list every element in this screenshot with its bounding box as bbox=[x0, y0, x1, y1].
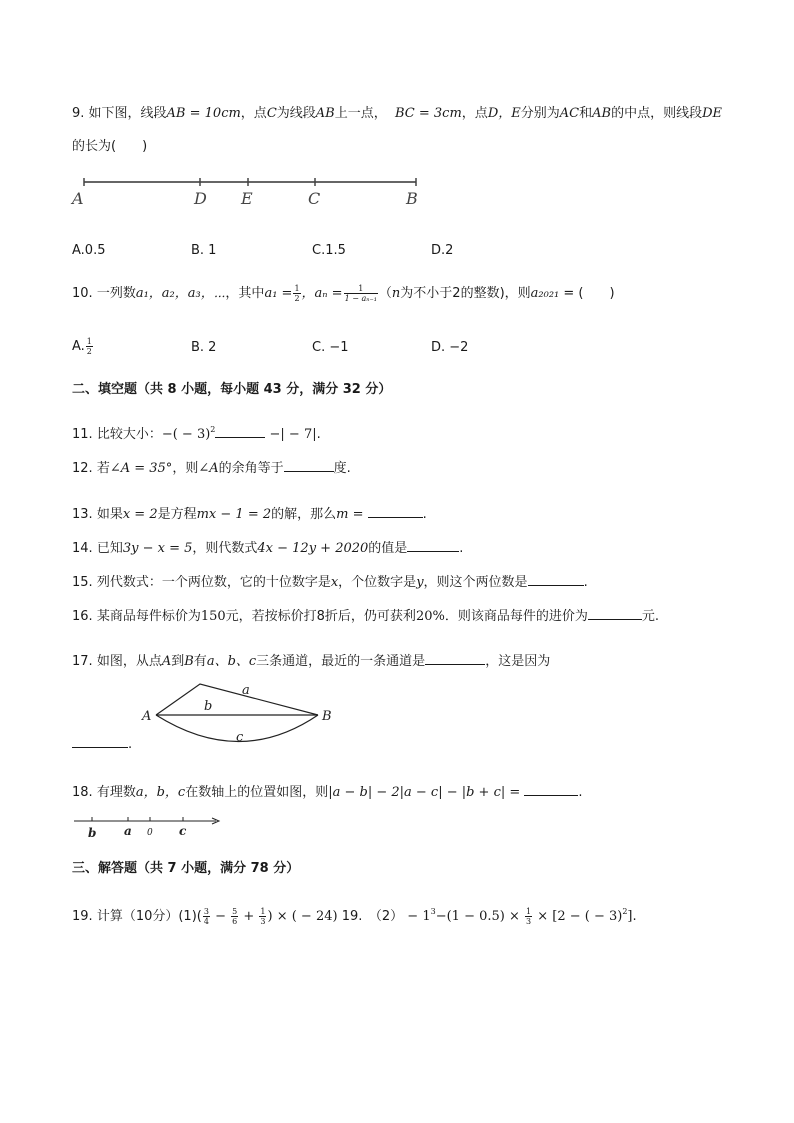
q17-label-a-point: A bbox=[142, 709, 152, 724]
q11: 11. 比较大小：−( − 3)$^2$ −| − 7|. bbox=[72, 425, 321, 442]
q13-answer-blank[interactable] bbox=[368, 505, 423, 518]
q10-frac-an: $\frac{1}{\text{1 − aₙ₋₁}}$ bbox=[344, 284, 377, 303]
q13: 13. 如果x = 2是方程mx − 1 = 2的解，那么m = . bbox=[72, 507, 427, 522]
q9-option-a: A.0.5 bbox=[72, 243, 106, 258]
q10-option-a: A. $\frac{1}{2}$ bbox=[72, 337, 92, 356]
q9-option-b: B. 1 bbox=[191, 243, 217, 258]
q16-answer-blank[interactable] bbox=[588, 607, 642, 620]
q18: 18. 有理数a，b，c在数轴上的位置如图，则|a − b| − 2|a − c| − |b + c| = . bbox=[72, 785, 583, 800]
section-fill-in-heading: 二、填空题（共 8 小题，每小题 43 分，满分 32 分） bbox=[72, 382, 392, 397]
q12: 12. 若∠A = 35°，则∠A的余角等于 度. bbox=[72, 461, 351, 476]
q9-figure bbox=[70, 172, 430, 208]
q17-label-path-b: b bbox=[204, 699, 213, 714]
q15-answer-blank[interactable] bbox=[528, 573, 584, 586]
q17-label-path-c: c bbox=[236, 730, 244, 745]
q9-label-a: A bbox=[72, 189, 84, 208]
q18-answer-blank[interactable] bbox=[524, 783, 578, 796]
q18-label-a: a bbox=[124, 824, 132, 838]
q17-path-a bbox=[156, 684, 318, 715]
q10-line: 10. 一列数a₁，a₂，a₃，⋯，其中a₁ = $\frac{1}{2}$ ，aₙ = $\frac{1}{\text{1 − aₙ₋₁}}$ （n为不小于2的整数)，则a₂₀₂₁ = ( ) bbox=[72, 284, 615, 303]
q18-label-c: c bbox=[179, 824, 187, 838]
q9-label-c: C bbox=[308, 189, 321, 208]
q14: 14. 已知3y − x = 5，则代数式4x − 12y + 2020的值是 . bbox=[72, 541, 464, 556]
q9-option-d: D.2 bbox=[431, 243, 454, 258]
q18-number-line bbox=[72, 812, 224, 840]
q10-option-b: B. 2 bbox=[191, 340, 217, 355]
q17-answer-blank-2[interactable] bbox=[72, 735, 128, 748]
q9-label-d: D bbox=[194, 189, 207, 208]
q10-option-c: C. −1 bbox=[312, 340, 349, 355]
q14-answer-blank[interactable] bbox=[407, 539, 459, 552]
q15: 15. 列代数式：一个两位数，它的十位数字是x，个位数字是y，则这个两位数是 . bbox=[72, 575, 588, 590]
q17: 17. 如图，从点A到B有a、b、c三条通道，最近的一条通道是 ，这是因为 bbox=[72, 654, 551, 669]
q12-answer-blank[interactable] bbox=[284, 459, 334, 472]
q9-label-b: B bbox=[406, 189, 418, 208]
q9-line2: 的长为( ) bbox=[72, 139, 148, 154]
q17-figure bbox=[138, 676, 338, 748]
q9-label-e: E bbox=[241, 189, 253, 208]
q18-label-zero: 0 bbox=[147, 828, 153, 838]
q10-frac-half: $\frac{1}{2}$ bbox=[294, 284, 300, 303]
q17-label-path-a: a bbox=[242, 683, 250, 698]
q19: 19. 计算（10分）(1)( $\frac{3}{4}$ − $\frac{5}{6}$ + $\frac{1}{3}$ ) × ( − 24) 19. $(2) - 1^3-(1 - 0.5)$ × $\frac{1}{3}$ × [2 − ( − 3)$^2$]. bbox=[72, 907, 637, 926]
q9-option-c: C.1.5 bbox=[312, 243, 346, 258]
q18-label-b: b bbox=[88, 826, 97, 840]
q16: 16. 某商品每件标价为150元，若按标价打8折后，仍可获利20%．则该商品每件的进价为 元. bbox=[72, 609, 659, 624]
q10-option-d: D. −2 bbox=[431, 340, 469, 355]
section-answer-heading: 三、解答题（共 7 小题，满分 78 分） bbox=[72, 861, 300, 876]
q17-line2: . bbox=[72, 735, 132, 752]
q9-line1: 9. 如下图，线段AB = 10cm，点C为线段AB上一点， BC = 3cm，点D，E分别为AC和AB的中点，则线段DE bbox=[72, 106, 722, 121]
q17-answer-blank-1[interactable] bbox=[425, 652, 485, 665]
q11-answer-blank[interactable] bbox=[215, 425, 265, 438]
q17-label-b-point: B bbox=[322, 709, 332, 724]
